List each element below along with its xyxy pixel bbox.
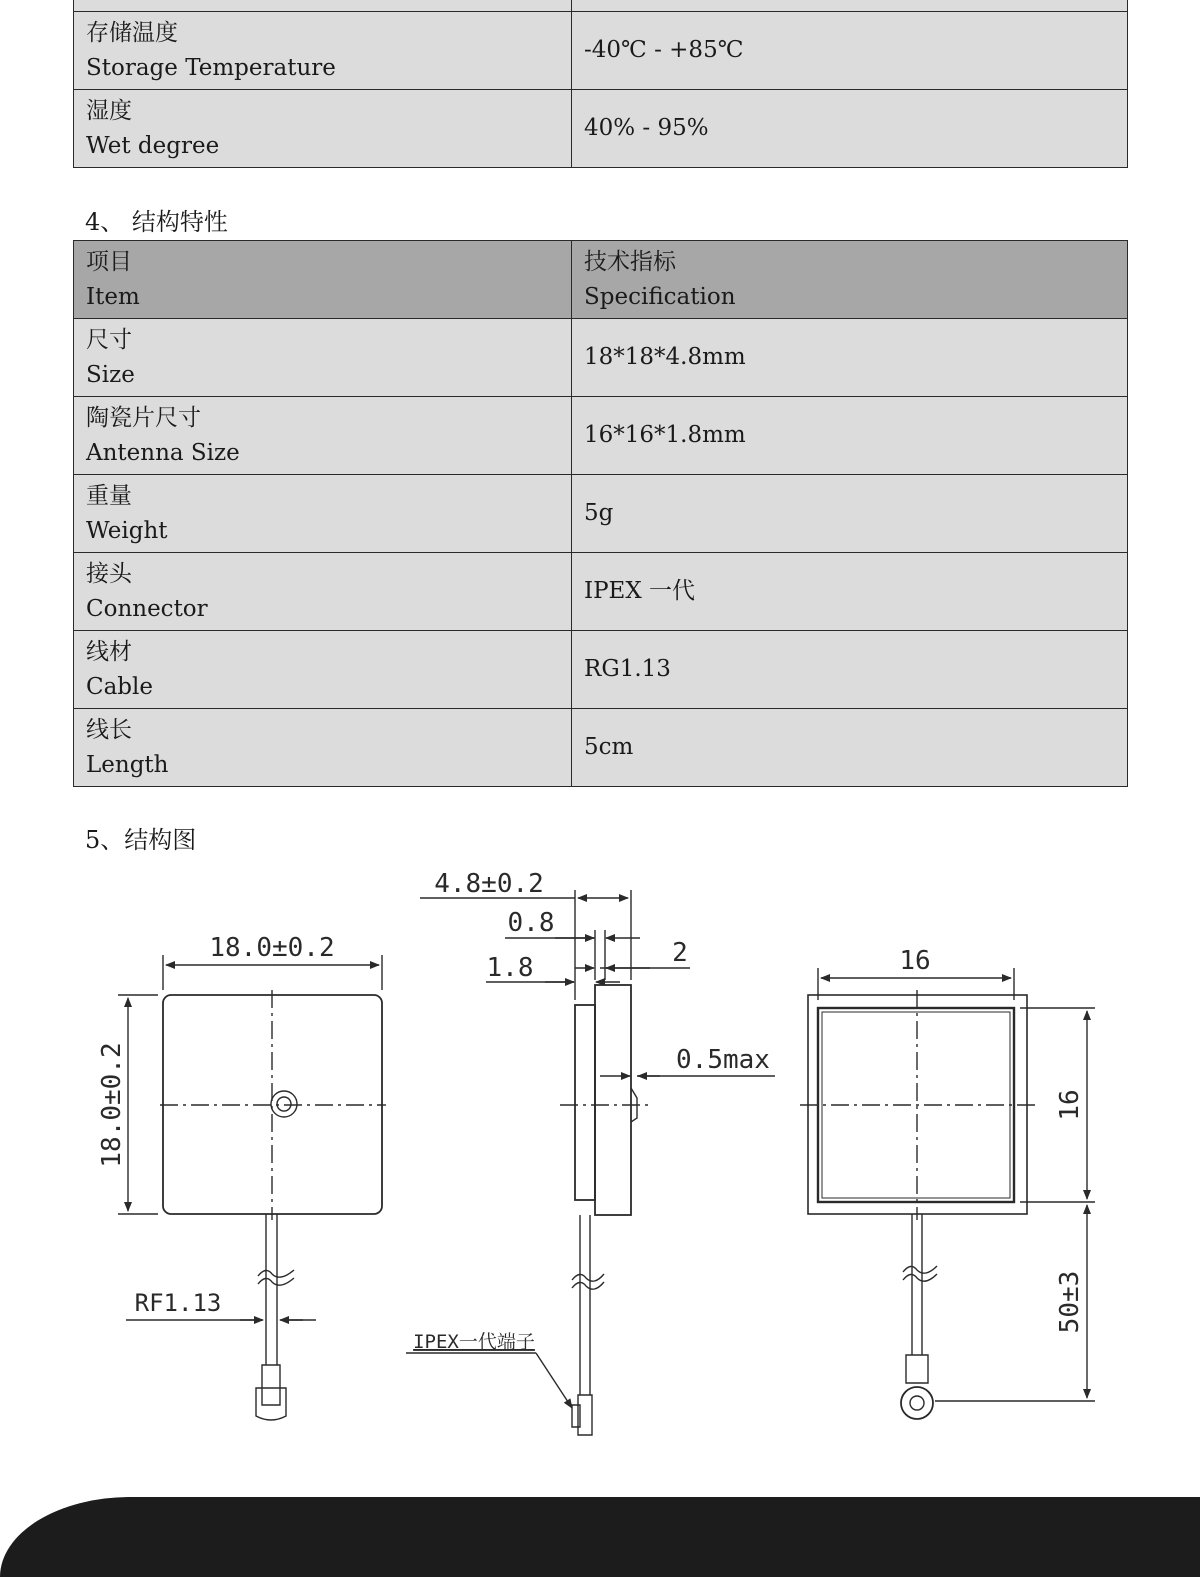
dim-label: 1.8 bbox=[486, 953, 534, 983]
value-cell: 5g bbox=[572, 475, 1128, 553]
value-cell: 18*18*4.8mm bbox=[572, 319, 1128, 397]
ipex-connector bbox=[572, 1395, 592, 1435]
item-cell bbox=[74, 709, 572, 787]
feed-pin bbox=[277, 1097, 291, 1111]
dim-label: 50±3 bbox=[1055, 1270, 1085, 1334]
dim-label: 2 bbox=[672, 938, 688, 968]
item-en: Connector bbox=[86, 595, 208, 622]
table-row bbox=[74, 12, 1128, 90]
item-en: Length bbox=[86, 751, 169, 778]
dim-label: 0.5max bbox=[676, 1045, 770, 1075]
side-view bbox=[406, 890, 775, 1435]
table-row bbox=[74, 709, 1128, 787]
dim-label: 16 bbox=[899, 946, 931, 976]
item-zh: 接头 bbox=[86, 560, 132, 587]
break-mark bbox=[903, 1274, 937, 1281]
value-cell: 40% - 95% bbox=[572, 90, 1128, 168]
pcb-body bbox=[595, 985, 631, 1215]
header-item-zh: 项目 bbox=[86, 248, 132, 275]
break-mark bbox=[258, 1270, 294, 1277]
item-en: Weight bbox=[86, 517, 168, 544]
structure-table bbox=[73, 240, 1128, 787]
ceramic-patch bbox=[575, 1005, 595, 1200]
connector bbox=[256, 1365, 286, 1420]
item-cell bbox=[74, 90, 572, 168]
dim-label: 18.0±0.2 bbox=[97, 1042, 127, 1168]
table-row bbox=[74, 0, 1128, 12]
item-en: Storage Temperature bbox=[86, 54, 336, 81]
item-zh: 重量 bbox=[86, 482, 132, 509]
item-cell bbox=[74, 553, 572, 631]
dim-label: 4.8±0.2 bbox=[434, 869, 544, 899]
footer-band bbox=[0, 1497, 1200, 1577]
item-cell bbox=[74, 475, 572, 553]
item-zh: 存储温度 bbox=[86, 19, 178, 46]
section-4-title: 4、 结构特性 bbox=[85, 208, 228, 236]
value-cell: IPEX 一代 bbox=[572, 553, 1128, 631]
front-view bbox=[118, 955, 386, 1420]
table-row bbox=[74, 631, 1128, 709]
connector-body bbox=[906, 1355, 928, 1383]
dim-label: 16 bbox=[1055, 1089, 1085, 1121]
table-cell bbox=[74, 0, 572, 12]
table-row bbox=[74, 90, 1128, 168]
item-cell bbox=[74, 631, 572, 709]
item-cell bbox=[74, 319, 572, 397]
value-cell: 5cm bbox=[572, 709, 1128, 787]
dim-label: 0.8 bbox=[507, 908, 555, 938]
item-en: Antenna Size bbox=[86, 439, 240, 466]
header-spec-cell bbox=[572, 241, 1128, 319]
connector-socket bbox=[901, 1387, 933, 1419]
item-zh: 尺寸 bbox=[86, 326, 132, 353]
item-zh: 线材 bbox=[86, 638, 132, 665]
item-en: Cable bbox=[86, 673, 154, 700]
connector-socket bbox=[910, 1396, 924, 1410]
break-mark bbox=[572, 1282, 604, 1289]
environment-table bbox=[73, 0, 1128, 168]
header-spec-en: Specification bbox=[584, 283, 736, 310]
section-5-title: 5、结构图 bbox=[85, 826, 197, 854]
item-zh: 陶瓷片尺寸 bbox=[86, 404, 201, 431]
header-item-cell bbox=[74, 241, 572, 319]
item-en: Wet degree bbox=[86, 132, 220, 159]
dim-label: RF1.13 bbox=[134, 1289, 222, 1317]
header-item-en: Item bbox=[86, 283, 140, 310]
structure-drawing bbox=[0, 850, 1200, 1450]
table-row bbox=[74, 397, 1128, 475]
table-row bbox=[74, 319, 1128, 397]
value-cell: 16*16*1.8mm bbox=[572, 397, 1128, 475]
item-en: Size bbox=[86, 361, 135, 388]
item-cell bbox=[74, 397, 572, 475]
break-mark bbox=[572, 1274, 604, 1281]
break-mark bbox=[903, 1266, 937, 1273]
dim-label: 18.0±0.2 bbox=[209, 933, 335, 963]
break-mark bbox=[258, 1278, 294, 1285]
feed-pin bbox=[271, 1091, 297, 1117]
value-cell: -40℃ - +85℃ bbox=[572, 12, 1128, 90]
item-cell bbox=[74, 12, 572, 90]
header-spec-zh: 技术指标 bbox=[584, 248, 676, 275]
table-cell bbox=[572, 0, 1128, 12]
item-zh: 线长 bbox=[86, 716, 132, 743]
back-view bbox=[800, 968, 1095, 1419]
table-header-row bbox=[74, 241, 1128, 319]
item-zh: 湿度 bbox=[86, 97, 132, 124]
table-row bbox=[74, 475, 1128, 553]
leader-line bbox=[536, 1353, 572, 1408]
table-row bbox=[74, 553, 1128, 631]
connector-label: IPEX一代端子 bbox=[413, 1331, 535, 1353]
value-cell: RG1.13 bbox=[572, 631, 1128, 709]
